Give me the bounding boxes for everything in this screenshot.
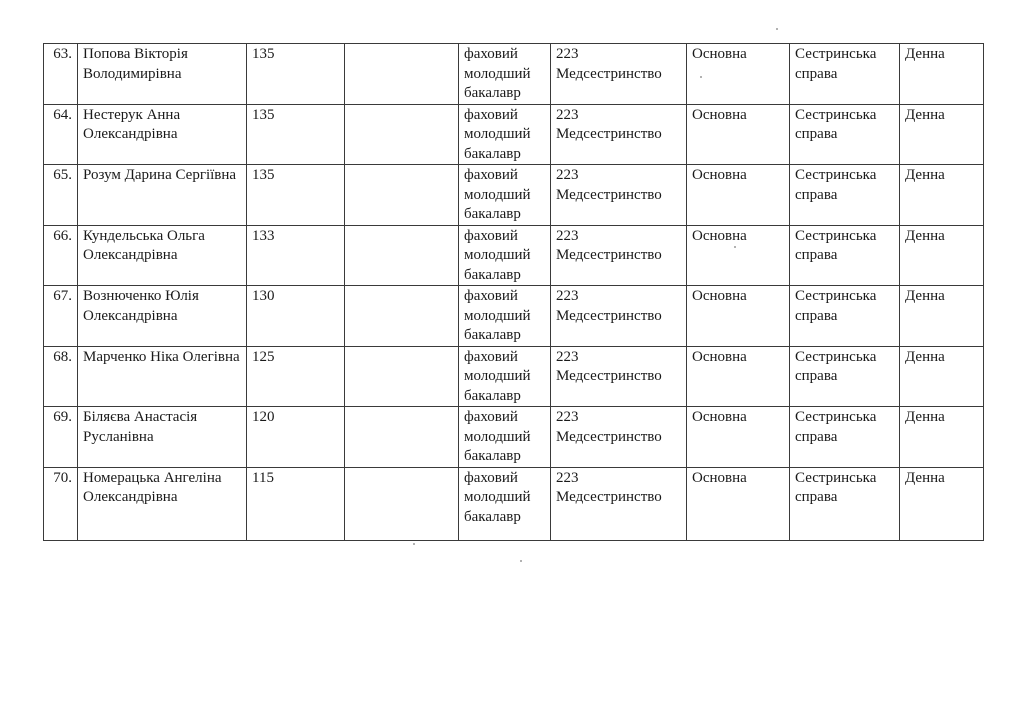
score-cell: 135 xyxy=(247,165,345,226)
study-form-cell: Денна xyxy=(900,225,984,286)
applicant-table xyxy=(43,43,984,541)
program-cell: Сестринська справа xyxy=(790,286,900,347)
score-cell: 135 xyxy=(247,44,345,105)
specialty-cell: 223 Медсестринство xyxy=(551,44,687,105)
score-cell: 133 xyxy=(247,225,345,286)
extra-cell xyxy=(345,225,459,286)
extra-cell xyxy=(345,165,459,226)
program-cell: Сестринська справа xyxy=(790,407,900,468)
program-cell: Сестринська справа xyxy=(790,225,900,286)
score-cell: 120 xyxy=(247,407,345,468)
funding-basis-cell: Основна xyxy=(687,286,790,347)
education-level-cell: фаховий молодший бакалавр xyxy=(459,407,551,468)
applicant-name-cell: Вознюченко Юлія Олександрівна xyxy=(78,286,247,347)
funding-basis-cell: Основна xyxy=(687,407,790,468)
table-row xyxy=(44,104,984,165)
scan-speck xyxy=(776,28,778,30)
scan-speck xyxy=(520,560,522,562)
applicant-name-cell: Нестерук Анна Олександрівна xyxy=(78,104,247,165)
table-row xyxy=(44,165,984,226)
program-cell: Сестринська справа xyxy=(790,165,900,226)
specialty-cell: 223 Медсестринство xyxy=(551,346,687,407)
specialty-cell: 223 Медсестринство xyxy=(551,225,687,286)
education-level-cell: фаховий молодший бакалавр xyxy=(459,286,551,347)
table-row xyxy=(44,286,984,347)
row-number-cell: 64. xyxy=(44,104,78,165)
study-form-cell: Денна xyxy=(900,165,984,226)
applicant-name-cell: Кундельська Ольга Олександрівна xyxy=(78,225,247,286)
study-form-cell: Денна xyxy=(900,286,984,347)
score-cell: 125 xyxy=(247,346,345,407)
scan-speck xyxy=(413,543,415,545)
education-level-cell: фаховий молодший бакалавр xyxy=(459,225,551,286)
row-number-cell: 66. xyxy=(44,225,78,286)
funding-basis-cell: Основна xyxy=(687,225,790,286)
row-number-cell: 70. xyxy=(44,467,78,540)
funding-basis-cell: Основна xyxy=(687,346,790,407)
specialty-cell: 223 Медсестринство xyxy=(551,467,687,540)
applicant-name-cell: Біляєва Анастасія Русланівна xyxy=(78,407,247,468)
table-row xyxy=(44,44,984,105)
funding-basis-cell: Основна xyxy=(687,165,790,226)
table-row xyxy=(44,346,984,407)
score-cell: 130 xyxy=(247,286,345,347)
scan-speck xyxy=(700,76,702,78)
applicant-name-cell: Попова Вікторія Володимирівна xyxy=(78,44,247,105)
education-level-cell: фаховий молодший бакалавр xyxy=(459,467,551,540)
study-form-cell: Денна xyxy=(900,346,984,407)
extra-cell xyxy=(345,104,459,165)
program-cell: Сестринська справа xyxy=(790,346,900,407)
program-cell: Сестринська справа xyxy=(790,44,900,105)
study-form-cell: Денна xyxy=(900,407,984,468)
table-row xyxy=(44,225,984,286)
program-cell: Сестринська справа xyxy=(790,467,900,540)
score-cell: 135 xyxy=(247,104,345,165)
study-form-cell: Денна xyxy=(900,104,984,165)
extra-cell xyxy=(345,467,459,540)
education-level-cell: фаховий молодший бакалавр xyxy=(459,104,551,165)
education-level-cell: фаховий молодший бакалавр xyxy=(459,165,551,226)
program-cell: Сестринська справа xyxy=(790,104,900,165)
applicant-name-cell: Розум Дарина Сергіївна xyxy=(78,165,247,226)
applicant-name-cell: Марченко Ніка Олегівна xyxy=(78,346,247,407)
funding-basis-cell: Основна xyxy=(687,467,790,540)
specialty-cell: 223 Медсестринство xyxy=(551,104,687,165)
study-form-cell: Денна xyxy=(900,467,984,540)
extra-cell xyxy=(345,346,459,407)
table-body xyxy=(44,44,984,541)
specialty-cell: 223 Медсестринство xyxy=(551,286,687,347)
study-form-cell: Денна xyxy=(900,44,984,105)
funding-basis-cell: Основна xyxy=(687,104,790,165)
row-number-cell: 68. xyxy=(44,346,78,407)
row-number-cell: 69. xyxy=(44,407,78,468)
education-level-cell: фаховий молодший бакалавр xyxy=(459,44,551,105)
extra-cell xyxy=(345,44,459,105)
row-number-cell: 63. xyxy=(44,44,78,105)
specialty-cell: 223 Медсестринство xyxy=(551,407,687,468)
extra-cell xyxy=(345,286,459,347)
score-cell: 115 xyxy=(247,467,345,540)
education-level-cell: фаховий молодший бакалавр xyxy=(459,346,551,407)
specialty-cell: 223 Медсестринство xyxy=(551,165,687,226)
funding-basis-cell: Основна xyxy=(687,44,790,105)
scan-speck xyxy=(734,246,736,248)
table-row xyxy=(44,407,984,468)
table-row xyxy=(44,467,984,540)
row-number-cell: 65. xyxy=(44,165,78,226)
row-number-cell: 67. xyxy=(44,286,78,347)
applicant-name-cell: Номерацька Ангеліна Олександрівна xyxy=(78,467,247,540)
extra-cell xyxy=(345,407,459,468)
